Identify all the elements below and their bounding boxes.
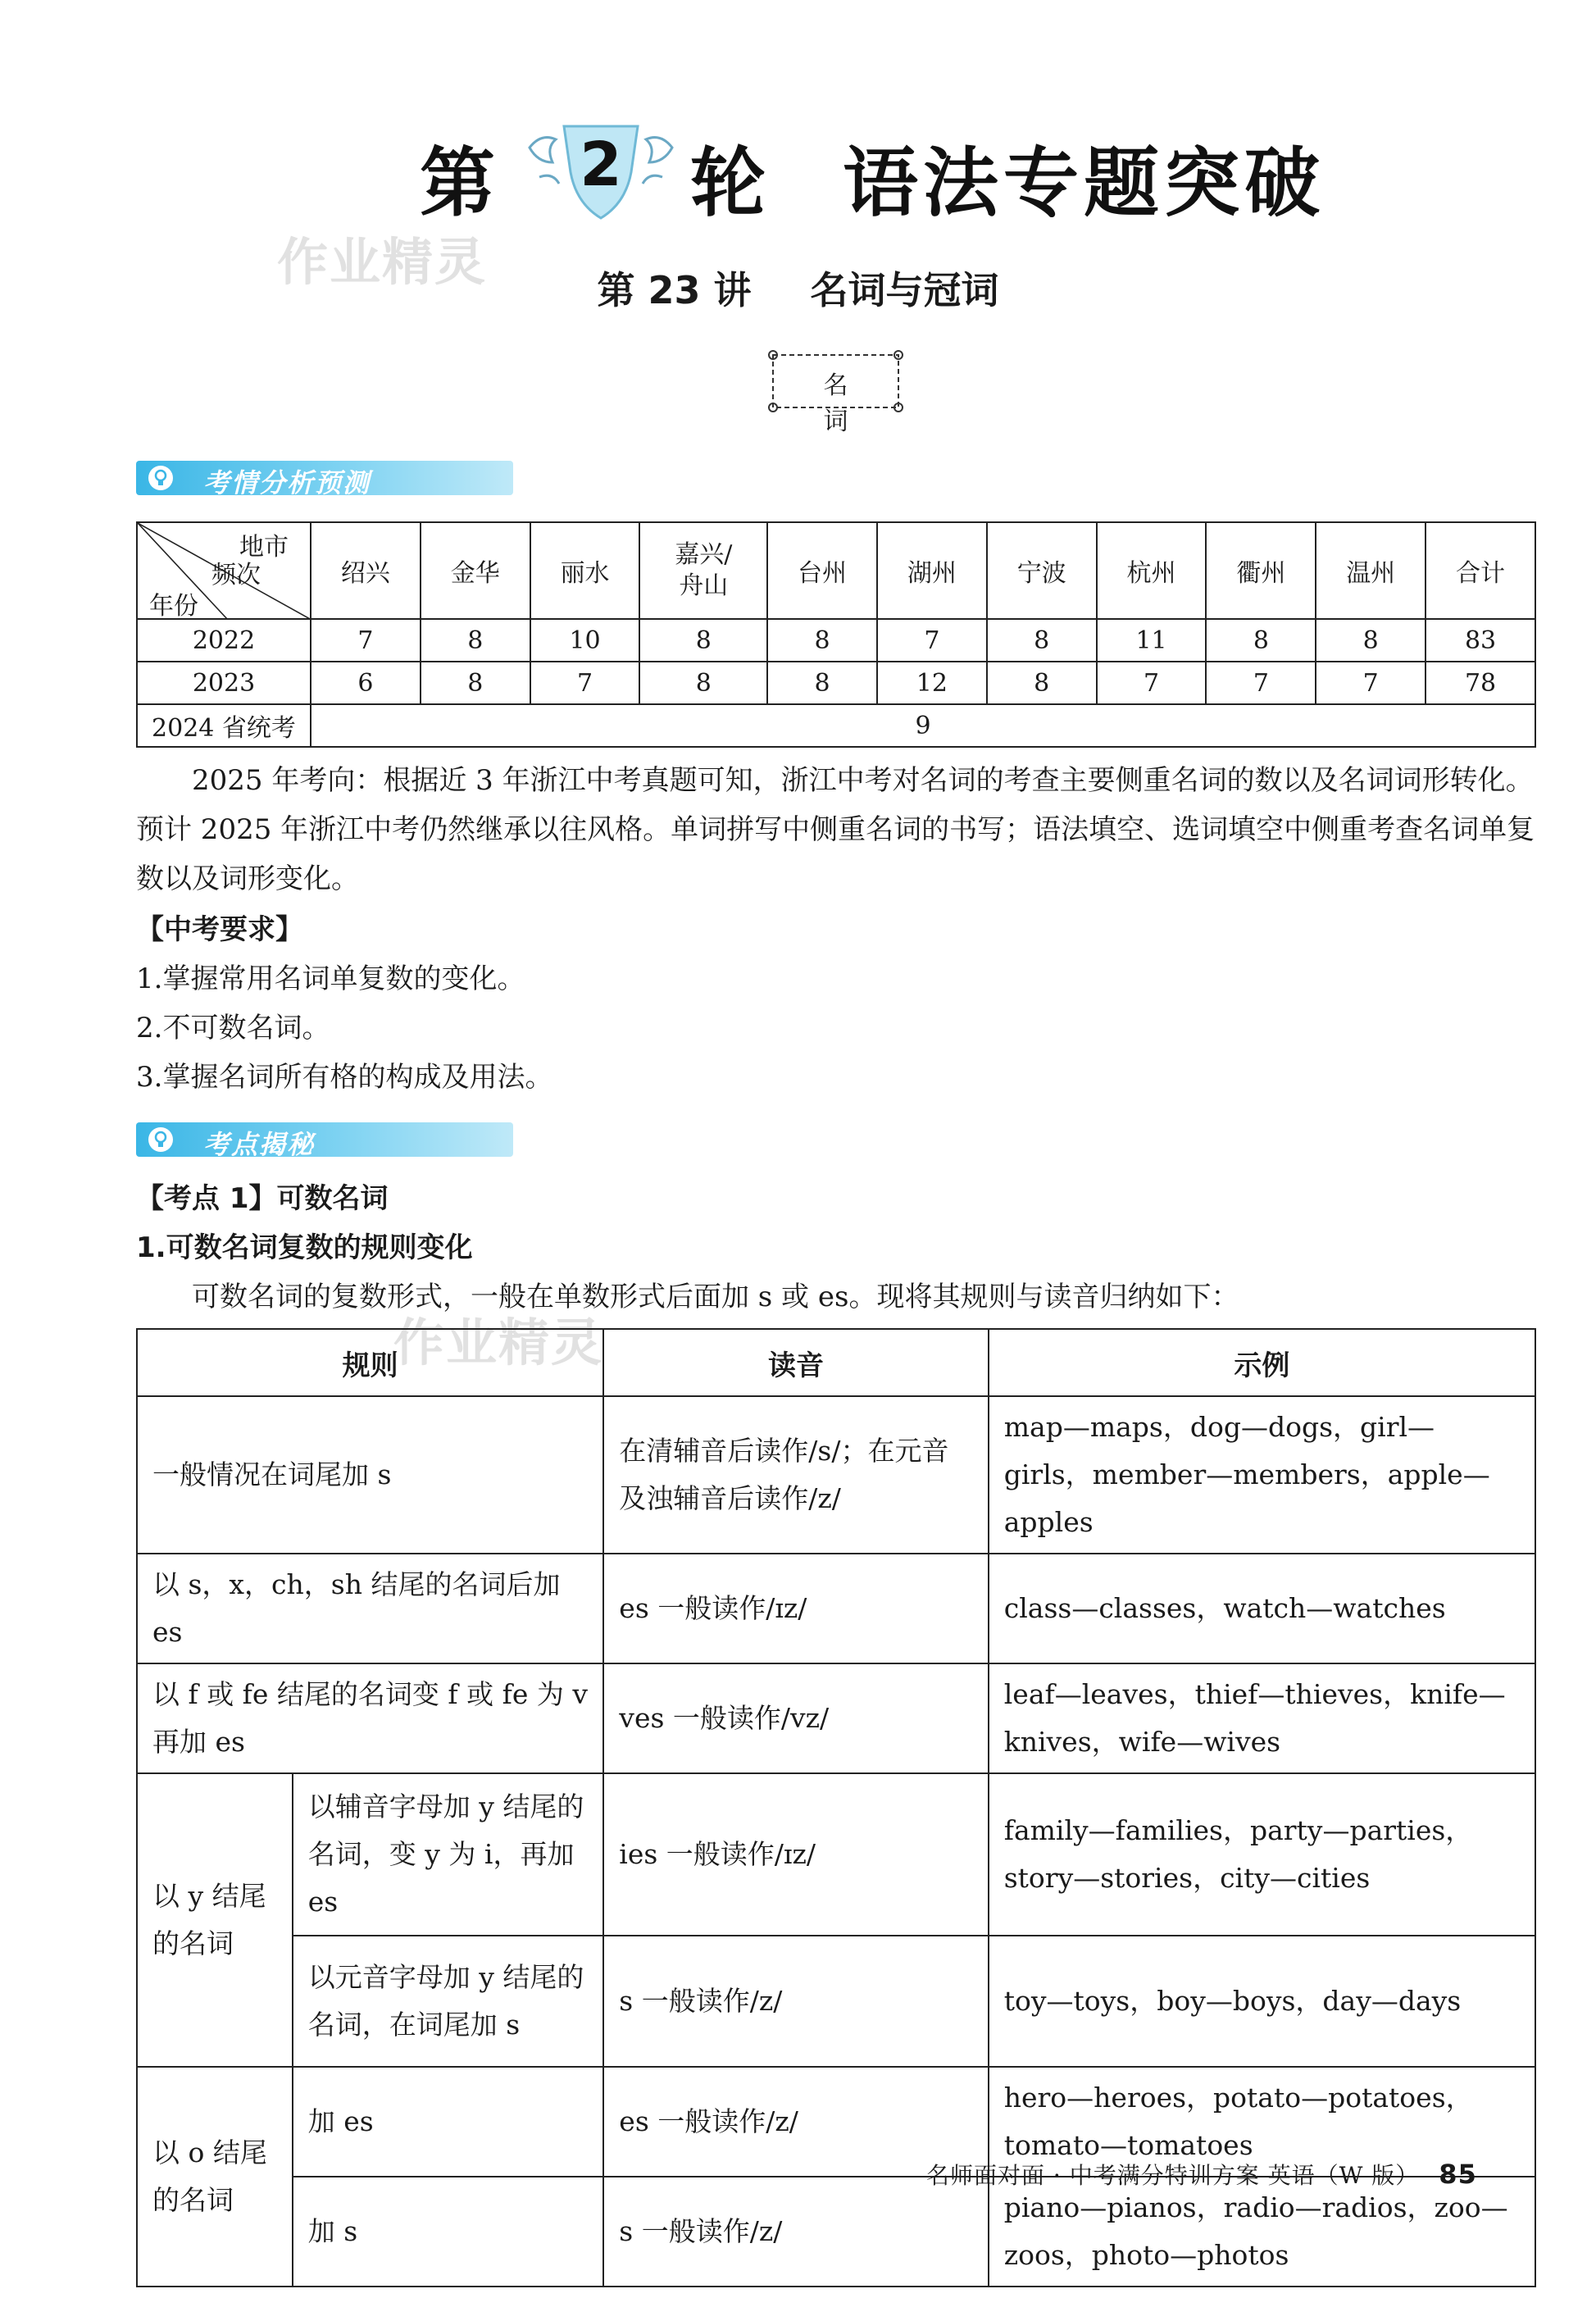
- lecture-title: [0, 261, 1596, 315]
- city-header: 台州: [767, 522, 877, 619]
- example-cell: leaf—leaves，thief—thieves，knife—knives，wife—wives: [989, 1663, 1535, 1773]
- count-cell: 7: [1097, 662, 1207, 704]
- example-cell: family—families，party—parties，story—stories，city—cities: [989, 1773, 1535, 1936]
- round-badge: [523, 115, 679, 225]
- rule-cell: 加 s: [293, 2177, 604, 2287]
- count-cell: 9: [311, 704, 1535, 747]
- count-cell: 8: [421, 662, 530, 704]
- city-header: 温州: [1316, 522, 1425, 619]
- requirement-item: 1.掌握常用名词单复数的变化。: [136, 962, 525, 995]
- count-cell: 8: [1206, 619, 1316, 662]
- count-cell: 6: [311, 662, 421, 704]
- topic-label: 名 词: [823, 371, 868, 436]
- requirements-heading: 【中考要求】: [136, 913, 303, 946]
- example-cell: toy—toys，boy—boys，day—days: [989, 1936, 1535, 2067]
- example-cell: class—classes，watch—watches: [989, 1554, 1535, 1663]
- count-cell: 8: [987, 619, 1097, 662]
- point-intro: 可数名词的复数形式，一般在单数形式后面加 s 或 es。现将其规则与读音归纳如下：: [192, 1281, 1239, 1313]
- count-cell: 8: [987, 662, 1097, 704]
- city-header: 宁波: [987, 522, 1097, 619]
- count-cell: 10: [530, 619, 640, 662]
- count-cell: 8: [1316, 619, 1425, 662]
- total-cell: 78: [1425, 662, 1535, 704]
- watermark: 作业精灵: [277, 232, 488, 292]
- city-header: 嘉兴/ 舟山: [639, 522, 767, 619]
- table-row: [137, 704, 1535, 747]
- page-footer: [926, 2158, 1477, 2191]
- page-title: 语法专题突破: [843, 139, 1325, 227]
- table-row: [137, 1396, 1535, 1554]
- section-bar-keypoints: [136, 1122, 513, 1160]
- count-cell: 8: [767, 662, 877, 704]
- diag-frequency-label: 频次: [211, 561, 261, 589]
- watermark: 作业精灵: [393, 1313, 604, 1372]
- point-subheading: 1.可数名词复数的规则变化: [136, 1231, 473, 1264]
- title-prefix: 第: [420, 139, 501, 227]
- city-header: 衢州: [1206, 522, 1316, 619]
- section-bar-analysis: [136, 461, 513, 498]
- group-label-cell: 以 o 结尾的名词: [137, 2067, 293, 2287]
- column-header-sound: 读音: [603, 1329, 988, 1396]
- lightbulb-icon: [148, 465, 174, 491]
- section-label: 考情分析预测: [203, 467, 371, 498]
- group-label-cell: 以 y 结尾的名词: [137, 1773, 293, 2067]
- rule-cell: 以辅音字母加 y 结尾的名词，变 y 为 i，再加 es: [293, 1773, 604, 1936]
- city-header: 金华: [421, 522, 530, 619]
- topic-frame: [768, 348, 903, 436]
- rule-cell: 以 f 或 fe 结尾的名词变 f 或 fe 为 v 再加 es: [137, 1663, 603, 1773]
- requirement-item: 2.不可数名词。: [136, 1012, 330, 1044]
- rule-cell: 以 s，x，ch，sh 结尾的名词后加 es: [137, 1554, 603, 1663]
- example-cell: piano—pianos，radio—radios，zoo—zoos，photo—photos: [989, 2177, 1535, 2287]
- column-header-example: 示例: [989, 1329, 1535, 1396]
- sound-cell: s 一般读作/z/: [603, 2177, 988, 2287]
- count-cell: 12: [877, 662, 987, 704]
- year-cell: 2022: [137, 619, 311, 662]
- rule-cell: 一般情况在词尾加 s: [137, 1396, 603, 1554]
- diagonal-header-cell: [137, 522, 311, 619]
- plural-rules-table: [136, 1328, 1536, 2287]
- table-row: [137, 1554, 1535, 1663]
- city-header: 绍兴: [311, 522, 421, 619]
- diag-city-label: 地市: [239, 533, 289, 562]
- example-cell: map—maps，dog—dogs，girl—girls，member—members，apple—apples: [989, 1396, 1535, 1554]
- count-cell: 8: [639, 662, 767, 704]
- rule-cell: 加 es: [293, 2067, 604, 2177]
- page-number: 85: [1439, 2159, 1477, 2190]
- table-row: [137, 1936, 1535, 2067]
- city-header: 丽水: [530, 522, 640, 619]
- title-middle: 轮: [690, 139, 771, 227]
- sound-cell: ves 一般读作/vz/: [603, 1663, 988, 1773]
- count-cell: 7: [1206, 662, 1316, 704]
- city-header: 杭州: [1097, 522, 1207, 619]
- year-cell: 2023: [137, 662, 311, 704]
- table-row: [137, 2177, 1535, 2287]
- example-cell: hero—heroes，potato—potatoes，tomato—tomatoes: [989, 2067, 1535, 2177]
- total-header: 合计: [1425, 522, 1535, 619]
- sound-cell: s 一般读作/z/: [603, 1936, 988, 2067]
- sound-cell: 在清辅音后读作/s/；在元音及浊辅音后读作/z/: [603, 1396, 988, 1554]
- table-row: [137, 619, 1535, 662]
- lightbulb-icon: [148, 1126, 174, 1153]
- count-cell: 8: [767, 619, 877, 662]
- footer-text: 名师面对面 · 中考满分特训方案 英语（W 版）: [926, 2162, 1420, 2189]
- count-cell: 7: [1316, 662, 1425, 704]
- sound-cell: es 一般读作/z/: [603, 2067, 988, 2177]
- total-cell: 83: [1425, 619, 1535, 662]
- table-row: [137, 1773, 1535, 1936]
- year-cell: 2024 省统考: [137, 704, 311, 747]
- trend-paragraph: 2025 年考向：根据近 3 年浙江中考真题可知，浙江中考对名词的考查主要侧重名词的数以及名词词形转化。预计 2025 年浙江中考仍然继承以往风格。单词拼写中侧重名词的书写；语法填空、选词填空中侧重考查名词单复数以及词形变化。: [136, 764, 1535, 895]
- diag-year-label: 年份: [149, 592, 198, 621]
- section-label: 考点揭秘: [203, 1129, 316, 1160]
- count-cell: 8: [421, 619, 530, 662]
- requirement-item: 3.掌握名词所有格的构成及用法。: [136, 1061, 553, 1094]
- count-cell: 11: [1097, 619, 1207, 662]
- table-row: [137, 1663, 1535, 1773]
- column-header-rule: 规则: [137, 1329, 603, 1396]
- count-cell: 7: [530, 662, 640, 704]
- lecture-number: 第 23 讲: [597, 268, 752, 312]
- sound-cell: ies 一般读作/ɪz/: [603, 1773, 988, 1936]
- sound-cell: es 一般读作/ɪz/: [603, 1554, 988, 1663]
- count-cell: 7: [877, 619, 987, 662]
- chapter-header: [0, 115, 1596, 238]
- city-header: 湖州: [877, 522, 987, 619]
- point-heading: 【考点 1】可数名词: [136, 1182, 389, 1215]
- exam-frequency-table: [136, 521, 1536, 748]
- count-cell: 7: [311, 619, 421, 662]
- lecture-topic: 名词与冠词: [810, 268, 999, 312]
- table-row: [137, 662, 1535, 704]
- rule-cell: 以元音字母加 y 结尾的名词，在词尾加 s: [293, 1936, 604, 2067]
- round-number: 2: [580, 130, 622, 200]
- count-cell: 8: [639, 619, 767, 662]
